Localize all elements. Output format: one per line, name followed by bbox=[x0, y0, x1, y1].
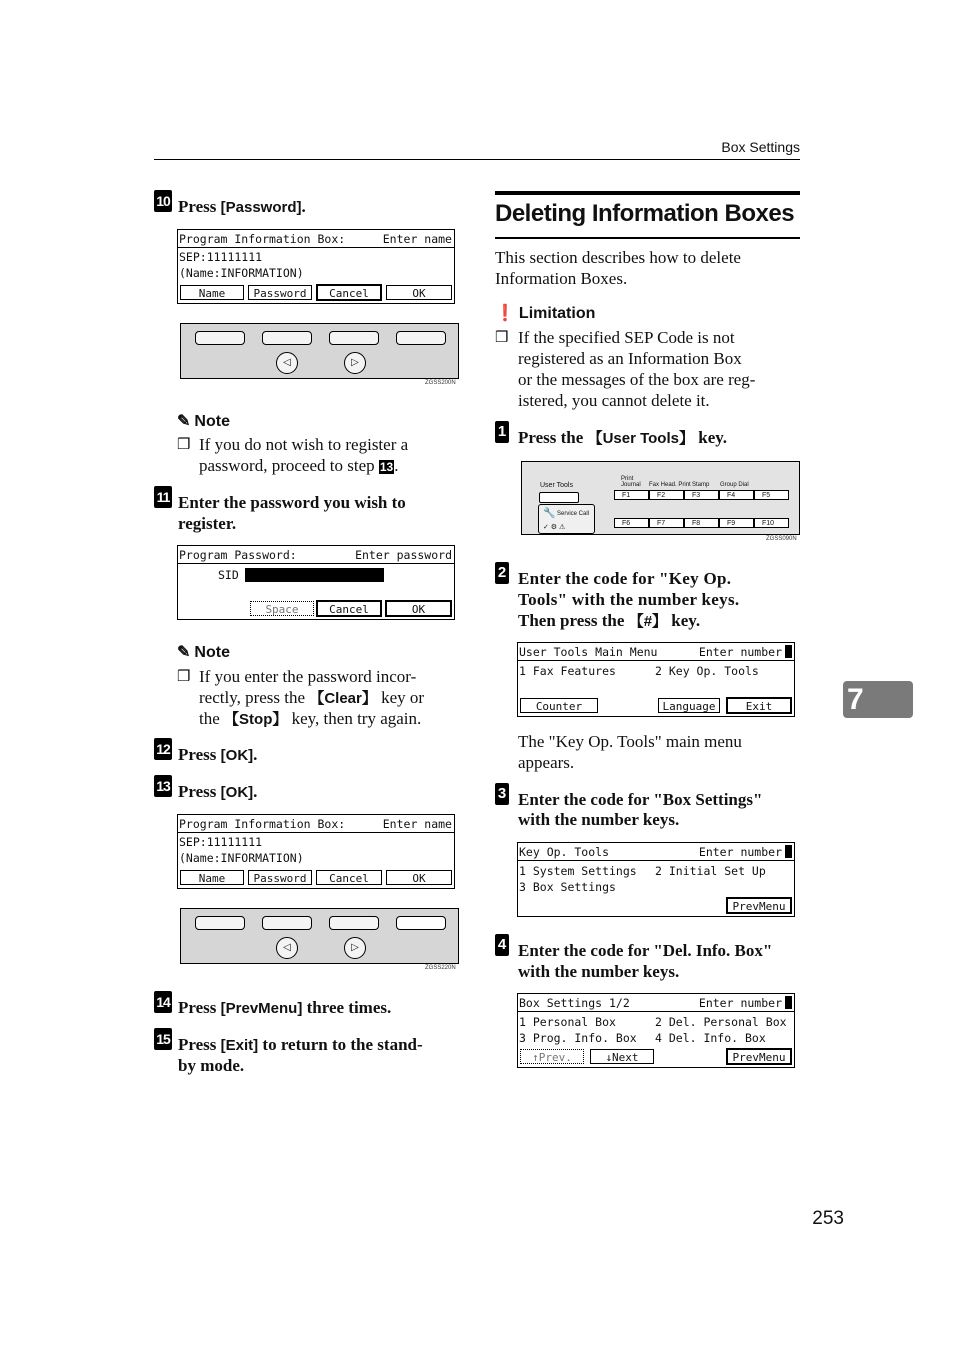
chapter-tab: 7 bbox=[843, 681, 913, 718]
step-11-text: register. bbox=[178, 514, 237, 533]
exclamation-icon: ❗ bbox=[495, 305, 515, 322]
bullet-icon: ❒ bbox=[495, 330, 509, 346]
limitation-text: or the messages of the box are reg- bbox=[518, 370, 756, 389]
prevmenu-button[interactable]: PrevMenu bbox=[726, 897, 792, 914]
lcd-box-settings: Box Settings 1/2 Enter number 1 Personal Box 2 Del. Personal Box 3 Prog. Info. Box 4 Del. Info. Box ↑Prev. ↓Next PrevMenu bbox=[517, 993, 795, 1068]
left-arrow-icon[interactable]: ◁ bbox=[276, 937, 298, 959]
status-icons: ✓ ⚙ ⚠ bbox=[543, 524, 566, 531]
intro-text: This section describes how to delete bbox=[495, 248, 741, 267]
step-number: 12 bbox=[154, 738, 172, 760]
step-3-text: with the number keys. bbox=[518, 810, 680, 829]
step-number: 13 bbox=[154, 775, 172, 797]
limitation-text: registered as an Information Box bbox=[518, 349, 742, 368]
f1-key[interactable]: F1 bbox=[614, 490, 649, 500]
step-number: 11 bbox=[154, 486, 172, 508]
step-number: 4 bbox=[495, 934, 509, 956]
f6-key[interactable]: F6 bbox=[614, 518, 649, 528]
f10-key[interactable]: F10 bbox=[754, 518, 789, 528]
limitation-heading: ❗ Limitation bbox=[495, 305, 596, 322]
ok-button[interactable]: OK bbox=[386, 870, 452, 885]
selection-key[interactable] bbox=[195, 916, 245, 930]
bullet-icon: ❒ bbox=[177, 437, 191, 453]
selection-key[interactable] bbox=[262, 916, 312, 930]
step-3-text: Enter the code for "Box Settings" bbox=[518, 790, 763, 809]
section-title: Deleting Information Boxes bbox=[495, 200, 795, 227]
bullet-icon: ❒ bbox=[177, 669, 191, 685]
password-input[interactable] bbox=[245, 568, 384, 582]
step-2-text: Tools" with the number keys. bbox=[518, 590, 740, 609]
lcd-program-info-box: Program Information Box: Enter name SEP:11111111 (Name:INFORMATION) Name Password Cancel OK bbox=[177, 229, 455, 304]
f8-key[interactable]: F8 bbox=[684, 518, 719, 528]
space-button[interactable]: Space bbox=[250, 601, 314, 616]
f9-key[interactable]: F9 bbox=[719, 518, 754, 528]
running-head: Box Settings bbox=[721, 139, 800, 155]
step-number: 14 bbox=[154, 991, 172, 1013]
figure-code: ZGSS220N bbox=[425, 965, 456, 971]
selection-key[interactable] bbox=[396, 916, 446, 930]
name-button[interactable]: Name bbox=[180, 870, 244, 885]
step-1-text: Press the 【User Tools】 key. bbox=[518, 428, 728, 447]
note-heading: ✎ Note bbox=[177, 644, 230, 661]
step-number: 3 bbox=[495, 783, 509, 805]
password-button[interactable]: Password bbox=[248, 870, 312, 885]
ok-button[interactable]: OK bbox=[385, 600, 452, 617]
step-14-text: Press [PrevMenu] three times. bbox=[178, 998, 392, 1017]
step-number: 15 bbox=[154, 1028, 172, 1050]
left-arrow-icon[interactable]: ◁ bbox=[276, 352, 298, 374]
intro-text: Information Boxes. bbox=[495, 269, 628, 288]
section-rule bbox=[495, 191, 800, 195]
selection-key[interactable] bbox=[396, 331, 446, 345]
pencil-icon: ✎ bbox=[177, 644, 191, 661]
step-11-text: Enter the password you wish to bbox=[178, 493, 406, 512]
limitation-text: istered, you cannot delete it. bbox=[518, 391, 710, 410]
note-1-text: password, proceed to step 13. bbox=[199, 456, 399, 475]
language-button[interactable]: Language bbox=[658, 698, 720, 713]
f2-key[interactable]: F2 bbox=[649, 490, 684, 500]
selection-key[interactable] bbox=[329, 331, 379, 345]
next-button[interactable]: ↓Next bbox=[590, 1049, 654, 1064]
f7-key[interactable]: F7 bbox=[649, 518, 684, 528]
step-2-text: Then press the 【#】 key. bbox=[518, 611, 701, 630]
limitation-text: If the specified SEP Code is not bbox=[518, 328, 735, 347]
cancel-button[interactable]: Cancel bbox=[316, 284, 382, 301]
figure-code: ZGSS090N bbox=[766, 536, 797, 542]
step-13-text: Press [OK]. bbox=[178, 782, 258, 801]
keypad-panel bbox=[180, 908, 459, 964]
body-text: appears. bbox=[518, 753, 575, 772]
step-15-text: Press [Exit] to return to the stand- bbox=[178, 1035, 423, 1054]
note-heading: ✎ Note bbox=[177, 413, 230, 430]
step-2-text: Enter the code for "Key Op. bbox=[518, 569, 732, 588]
name-button[interactable]: Name bbox=[180, 285, 244, 300]
password-button[interactable]: Password bbox=[248, 285, 312, 300]
selection-key[interactable] bbox=[262, 331, 312, 345]
step-4-text: with the number keys. bbox=[518, 962, 680, 981]
pencil-icon: ✎ bbox=[177, 413, 191, 430]
step-10-text: Press [Password]. bbox=[178, 197, 306, 216]
lcd-key-op-tools: Key Op. Tools Enter number 1 System Settings 2 Initial Set Up 3 Box Settings PrevMenu bbox=[517, 842, 795, 917]
note-2-text: If you enter the password incor- bbox=[199, 667, 417, 686]
step-15-text: by mode. bbox=[178, 1056, 245, 1075]
step-number: 1 bbox=[495, 421, 509, 443]
exit-button[interactable]: Exit bbox=[726, 697, 792, 714]
ok-button[interactable]: OK bbox=[386, 285, 452, 300]
wrench-icon: 🔧 bbox=[543, 508, 556, 519]
cancel-button[interactable]: Cancel bbox=[316, 870, 382, 885]
step-number: 10 bbox=[154, 190, 172, 212]
page-number: 253 bbox=[812, 1208, 844, 1229]
step-12-text: Press [OK]. bbox=[178, 745, 258, 764]
cancel-button[interactable]: Cancel bbox=[316, 600, 382, 617]
selection-key[interactable] bbox=[195, 331, 245, 345]
note-2-text: the 【Stop】 key, then try again. bbox=[199, 709, 422, 728]
figure-code: ZGSS200N bbox=[425, 380, 456, 386]
prev-button[interactable]: ↑Prev. bbox=[520, 1049, 584, 1064]
right-arrow-icon[interactable]: ▷ bbox=[344, 352, 366, 374]
user-tools-panel: User Tools 🔧 Service Call ✓ ⚙ ⚠ Print Journal Fax Head. Print Stamp Group Dial F1 F2 F3 F4 F5 F6 F7 F8 F9 F10 bbox=[521, 461, 800, 535]
lcd-user-tools-main-menu: User Tools Main Menu Enter number 1 Fax Features 2 Key Op. Tools Counter Language Exit bbox=[517, 642, 795, 717]
selection-key[interactable] bbox=[329, 916, 379, 930]
counter-button[interactable]: Counter bbox=[520, 698, 598, 713]
step-number: 2 bbox=[495, 562, 509, 584]
prevmenu-button[interactable]: PrevMenu bbox=[726, 1048, 792, 1065]
keypad-panel bbox=[180, 323, 459, 379]
f4-key[interactable]: F4 bbox=[719, 490, 754, 500]
f5-key[interactable]: F5 bbox=[754, 490, 789, 500]
step-4-text: Enter the code for "Del. Info. Box" bbox=[518, 941, 773, 960]
lcd-program-password: Program Password: Enter password SID Space Cancel OK bbox=[177, 545, 455, 620]
body-text: The "Key Op. Tools" main menu bbox=[518, 732, 742, 751]
right-arrow-icon[interactable]: ▷ bbox=[344, 937, 366, 959]
user-tools-key[interactable] bbox=[539, 492, 579, 503]
section-rule bbox=[495, 237, 800, 239]
lcd-program-info-box: Program Information Box: Enter name SEP:11111111 (Name:INFORMATION) Name Password Cancel OK bbox=[177, 814, 455, 889]
note-1-text: If you do not wish to register a bbox=[199, 435, 409, 454]
service-call-area: 🔧 Service Call ✓ ⚙ ⚠ bbox=[538, 504, 595, 534]
f3-key[interactable]: F3 bbox=[684, 490, 719, 500]
header-rule bbox=[154, 159, 800, 160]
note-2-text: rectly, press the 【Clear】 key or bbox=[199, 688, 425, 707]
